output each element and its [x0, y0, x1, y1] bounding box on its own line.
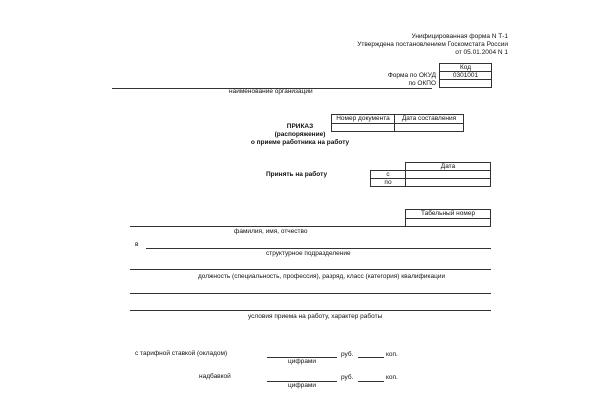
rate-digits-caption: цифрами	[288, 358, 317, 365]
okud-label: Форма по ОКУД	[387, 72, 436, 79]
approval-line: Утверждена постановлением Госкомстата России	[357, 41, 508, 48]
doc-date-field[interactable]	[394, 123, 464, 132]
position-caption: должность (специальность, профессия), разряд, класс (категория) квалификации	[198, 273, 446, 280]
bonus-digits-caption: цифрами	[288, 382, 317, 389]
hire-from-label: с	[370, 170, 406, 179]
rate-kop-label: коп.	[386, 351, 398, 358]
bonus-rub-label: руб.	[341, 374, 354, 381]
organization-caption: наименование организации	[229, 88, 313, 95]
order-description: о приеме работника на работу	[250, 139, 350, 146]
department-line-2[interactable]	[130, 269, 491, 270]
kod-header: Код	[439, 63, 492, 72]
bonus-label: надбавкой	[199, 373, 231, 380]
hire-to-date[interactable]	[405, 178, 491, 187]
department-caption: структурное подразделение	[266, 250, 351, 257]
okpo-label: по ОКПО	[408, 80, 436, 87]
okud-value[interactable]: 0301001	[439, 71, 492, 80]
approval-date: от 05.01.2004 N 1	[455, 49, 508, 56]
hire-label: Принять на работу	[266, 171, 328, 178]
doc-number-header: Номер документа	[331, 114, 395, 124]
rate-rub-label: руб.	[341, 351, 354, 358]
order-subtitle: (распоряжение)	[274, 131, 326, 138]
department-line[interactable]	[146, 248, 491, 249]
in-label: в	[135, 241, 139, 248]
position-line-2[interactable]	[130, 293, 491, 294]
fio-line[interactable]	[130, 226, 405, 227]
conditions-caption: условия приема на работу, характер работы	[248, 313, 383, 320]
okpo-value[interactable]	[439, 79, 492, 88]
bonus-kop-label: коп.	[386, 374, 398, 381]
bonus-kop-field[interactable]	[358, 381, 384, 382]
rate-kop-field[interactable]	[358, 357, 384, 358]
hire-to-label: по	[370, 178, 406, 187]
order-title: ПРИКАЗ	[286, 123, 314, 130]
tabel-field[interactable]	[405, 218, 491, 227]
tabel-header: Табельный номер	[405, 209, 491, 219]
doc-date-header: Дата составления	[394, 114, 464, 124]
hire-date-header: Дата	[405, 162, 491, 171]
form-name: Унифицированная форма N Т-1	[411, 33, 508, 40]
rate-label: с тарифной ставкой (окладом)	[135, 350, 228, 357]
conditions-line[interactable]	[130, 310, 491, 311]
fio-caption: фамилия, имя, отчество	[234, 228, 308, 235]
